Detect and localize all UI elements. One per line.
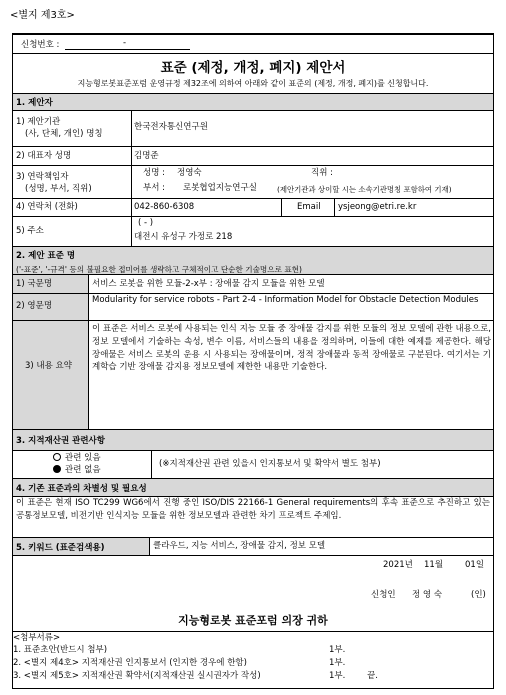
divider bbox=[151, 450, 152, 478]
attach-qty-3: 1부. bbox=[329, 671, 346, 681]
phone-label: 4) 연락처 (전화) bbox=[16, 202, 78, 212]
attach-qty-1: 1부. bbox=[329, 645, 346, 655]
section-2-title: 2. 제안 표준 명 bbox=[16, 251, 76, 261]
divider bbox=[13, 631, 493, 632]
attach-header: <첨부서류> bbox=[13, 633, 61, 643]
org-label-2: (사, 단체, 개인) 명칭 bbox=[25, 129, 103, 139]
dept-value: 로봇협업지능연구실 bbox=[183, 183, 257, 193]
page-subtitle: 지능형로봇표준포럼 운영규정 제32조에 의하여 아래와 같이 표준의 (제정, 개정, 폐지)를 신청합니다. bbox=[77, 79, 429, 88]
reg-no-value: - bbox=[123, 38, 127, 48]
divider bbox=[13, 110, 493, 111]
name-label: 성명 : bbox=[143, 168, 165, 178]
org-value: 한국전자통신연구원 bbox=[134, 122, 208, 132]
summary-label: 3) 내용 요약 bbox=[25, 361, 72, 371]
attach-item-1: 1. 표준초안(반드시 첨부) bbox=[13, 645, 108, 655]
opt-yes-label: 관련 있음 bbox=[65, 453, 101, 463]
attach-item-3: 3. <별지 제5호> 지적재산권 확약서(지적재산권 실시권자가 작성) bbox=[13, 671, 261, 681]
divider bbox=[334, 198, 335, 216]
contact-label-2: (성명, 부서, 직위) bbox=[25, 184, 92, 194]
position-label: 직위 : bbox=[311, 168, 333, 178]
zip-value: ( - ) bbox=[138, 218, 154, 228]
divider bbox=[13, 165, 493, 166]
summary-value: 이 표준은 서비스 로봇에 사용되는 인식 지능 모듈 중 장애물 감지를 위한 모듈의 정보 모델에 관한 내용으로, 정보 모델에서 기술하는 속성, 변수 이름, 서비스들의 내용을 정의하며, 이들에 대한 예제를 제공한다. 해당 장애물은 서비스 로봇의 운용 시 사용되는 장애물이며, 정적 장애물과 동적 장애물로 구분된다. 여기서는 기계학습 기반 장애물 감지용 정보모델에 제한한 내용만 기술한다. bbox=[92, 324, 492, 373]
radio-empty-icon bbox=[53, 453, 61, 461]
attach-item-2: 2. <별지 제4호> 지적재산권 인지통보서 (인지한 경우에 한함) bbox=[13, 658, 247, 668]
email-label: Email bbox=[297, 202, 321, 212]
reg-no-underline bbox=[65, 49, 190, 50]
sec4-body: 이 표준은 현재 ISO TC299 WG6에서 진행 중인 ISO/DIS 22166-1 General requirements의 후속 표준으로 추진하고 있는 공통정보모델, 비전기반 인식지능 모듈을 위한 정보모델과 관련한 차기 프로젝트 주제임. bbox=[16, 498, 490, 521]
ko-label: 1) 국문명 bbox=[16, 279, 53, 289]
seal: (인) bbox=[471, 590, 486, 600]
rep-label: 2) 대표자 성명 bbox=[16, 151, 72, 161]
divider bbox=[13, 53, 493, 54]
opt-no bbox=[53, 465, 101, 476]
keywords-value: 클라우드, 지능 서비스, 장애물 감지, 정보 모델 bbox=[153, 541, 326, 551]
divider bbox=[13, 198, 493, 199]
divider bbox=[13, 146, 493, 147]
date-day: 01일 bbox=[465, 560, 485, 570]
section-2-note: ('-표준', '-규격' 등의 불필요한 접미어를 생략하고 구체적이고 단순한 기술명으로 표현) bbox=[16, 265, 302, 274]
section-1-header: 1. 제안자 bbox=[13, 94, 493, 110]
divider bbox=[13, 216, 493, 217]
attach-end: 끝. bbox=[367, 671, 378, 681]
dept-label: 부서 : bbox=[143, 183, 165, 193]
opt-yes bbox=[53, 453, 101, 464]
en-label: 2) 영문명 bbox=[16, 301, 53, 311]
reg-no-label: 신청번호 : bbox=[21, 40, 60, 50]
addr-label: 5) 주소 bbox=[16, 226, 44, 236]
section-3-header: 3. 지적재산권 관련사항 bbox=[13, 430, 493, 450]
opt-no-label: 관련 없음 bbox=[65, 465, 101, 475]
applicant-name: 정 영 숙 bbox=[412, 590, 443, 600]
date-year: 2021년 bbox=[383, 560, 413, 570]
page-title: 표준 (제정, 개정, 폐지) 제안서 bbox=[160, 60, 346, 76]
divider bbox=[13, 450, 493, 451]
radio-filled-icon bbox=[53, 465, 61, 473]
email-value: ysjeong@etri.re.kr bbox=[338, 202, 417, 212]
ko-value: 서비스 로봇을 위한 모듈-2-x부 : 장애물 감지 모듈을 위한 모델 bbox=[92, 279, 325, 289]
section-4-header: 4. 기존 표준과의 차별성 및 필요성 bbox=[13, 479, 493, 496]
phone-value: 042-860-6308 bbox=[134, 202, 195, 212]
rep-value: 김명준 bbox=[134, 151, 159, 161]
contact-label-1: 3) 연락책임자 bbox=[16, 172, 69, 182]
form-id: <별지 제3호> bbox=[10, 10, 75, 21]
divider bbox=[131, 110, 132, 267]
applicant-label: 신청인 bbox=[371, 590, 396, 600]
divider bbox=[13, 555, 493, 556]
attach-qty-2: 1부. bbox=[329, 658, 346, 668]
ipr-note: (※지적재산권 관련 있을시 인지통보서 및 확약서 별도 첨부) bbox=[159, 459, 381, 469]
section-2-header bbox=[13, 247, 493, 274]
divider bbox=[88, 274, 89, 429]
name-value: 정영숙 bbox=[177, 168, 202, 178]
en-value: Modularity for service robots - Part 2-4 - Information Model for Obstacle Detection Modules bbox=[92, 295, 479, 305]
org-label-1: 1) 제안기관 bbox=[16, 117, 61, 127]
divider bbox=[281, 198, 282, 216]
date-month: 11월 bbox=[424, 560, 444, 570]
section-5-header: 5. 키워드 (표준검색용) bbox=[13, 538, 149, 555]
addressee: 지능형로봇 표준포럼 의장 귀하 bbox=[178, 614, 328, 627]
label-shade bbox=[13, 321, 88, 429]
addr-value: 대전시 유성구 가정로 218 bbox=[134, 232, 233, 242]
divider bbox=[149, 537, 150, 555]
dept-note: (제안기관과 상이할 시는 소속기관명칭 포함하여 기재) bbox=[277, 185, 452, 194]
form-frame bbox=[12, 33, 494, 689]
